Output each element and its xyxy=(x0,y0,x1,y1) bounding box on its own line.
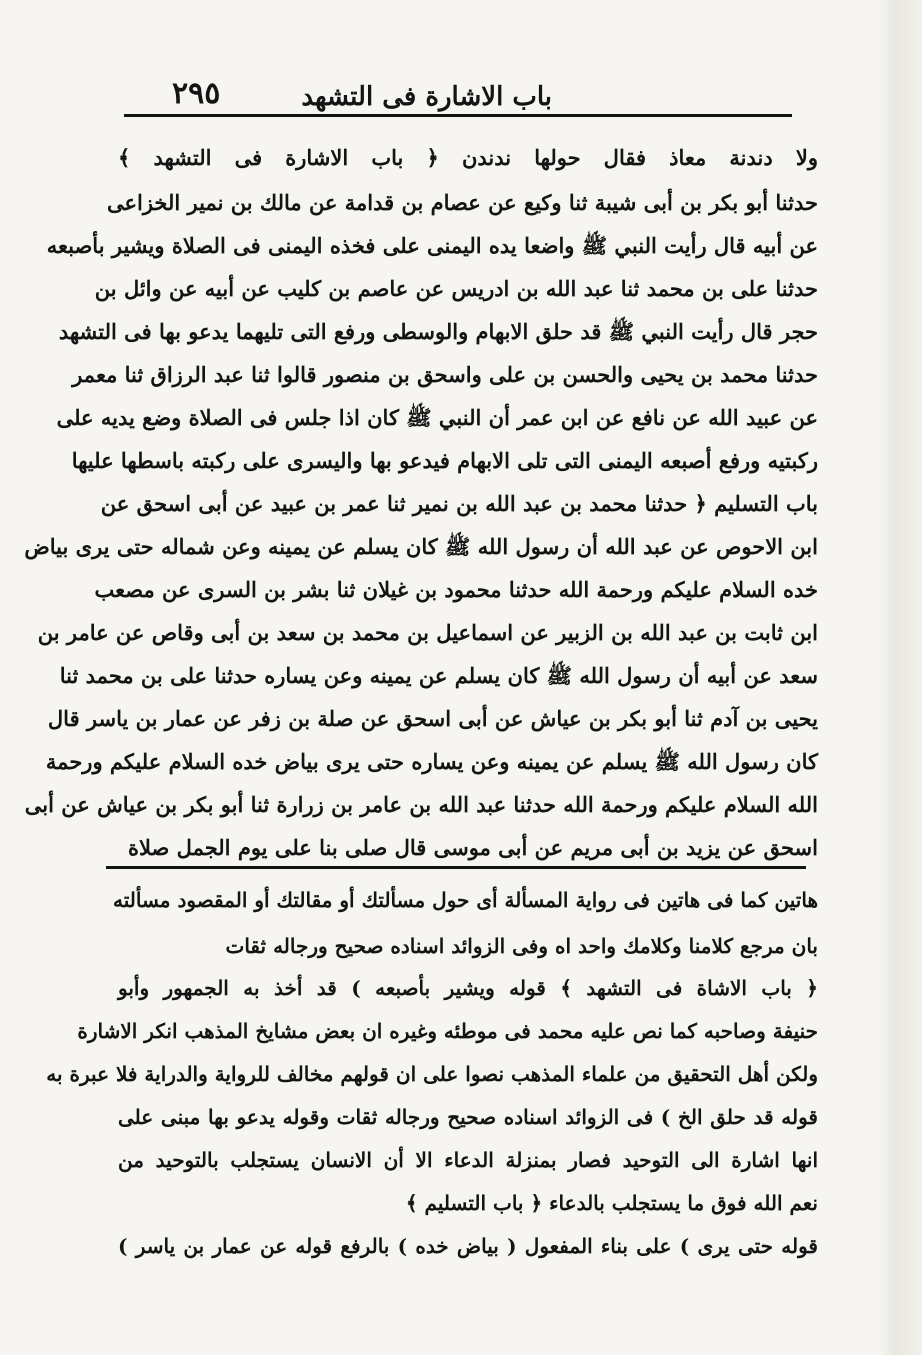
text-line: باب التسليم ﴿ حدثنا محمد بن عبد الله بن نمير ثنا عمر بن عبيد عن أبى اسحق عن xyxy=(100,491,818,516)
header-rule xyxy=(124,114,792,117)
footnote-line: قوله قد حلق الخ ) فى الزوائد اسناده صحيح ورجاله ثقات وقوله يدعو بها مبنى على xyxy=(118,1105,818,1129)
footnote-line: نعم الله فوق ما يستجلب بالدعاء ﴿ باب التسليم ﴾ xyxy=(405,1191,818,1215)
text-line: ابن الاحوص عن عبد الله أن رسول الله ﷺ كان يسلم عن يمينه وعن شماله حتى يرى بياض xyxy=(24,534,818,559)
footnote-line: ﴿ باب الاشاة فى التشهد ﴾ قوله ويشير بأصبعه ) قد أخذ به الجمهور وأبو xyxy=(118,976,818,1000)
page-number: ٢٩٥ xyxy=(172,76,221,111)
footnote-rule xyxy=(106,866,806,869)
footnote-line: ولكن أهل التحقيق من علماء المذهب نصوا على ان قولهم مخالف للرواية والدراية فلا عبرة به xyxy=(46,1062,818,1086)
text-line: كان رسول الله ﷺ يسلم عن يمينه وعن يساره حتى يرى بياض خده السلام عليكم ورحمة xyxy=(45,749,818,774)
text-line: ابن ثابت بن عبد الله بن الزبير عن اسماعيل بن محمد بن سعد بن أبى وقاص عن عامر بن xyxy=(37,620,818,645)
footnote-line: قوله حتى يرى ) على بناء المفعول ( بياض خده ) بالرفع قوله عن عمار بن ياسر ) xyxy=(118,1234,818,1258)
text-line: حدثنا أبو بكر بن أبى شيبة ثنا وكيع عن عصام بن قدامة عن مالك بن نمير الخزاعى xyxy=(106,190,818,215)
text-line: سعد عن أبيه أن رسول الله ﷺ كان يسلم عن يمينه وعن يساره حدثنا على بن محمد ثنا xyxy=(59,663,818,688)
page-edge-shadow xyxy=(878,0,922,1355)
header-title: باب الاشارة فى التشهد xyxy=(301,82,552,112)
text-line: اسحق عن يزيد بن أبى مريم عن أبى موسى قال صلى بنا على يوم الجمل صلاة xyxy=(128,835,818,860)
text-line: عن أبيه قال رأيت النبي ﷺ واضعا يده اليمنى على فخذه اليمنى فى الصلاة ويشير بأصبعه xyxy=(46,233,818,258)
text-line: خده السلام عليكم ورحمة الله حدثنا محمود بن غيلان ثنا بشر بن السرى عن مصعب xyxy=(94,577,818,602)
footnote-line: حنيفة وصاحبه كما نص عليه محمد فى موطئه وغيره ان بعض مشايخ المذهب انكر الاشارة xyxy=(77,1019,818,1043)
text-line: الله السلام عليكم ورحمة الله حدثنا عبد الله بن عامر بن زرارة ثنا أبو بكر بن عياش عن أبى xyxy=(24,792,818,817)
text-line: يحيى بن آدم ثنا أبو بكر بن عياش عن أبى اسحق عن صلة بن زفر عن عمار بن ياسر قال xyxy=(47,706,818,731)
text-line: حجر قال رأيت النبي ﷺ قد حلق الابهام والوسطى ورفع التى تليهما يدعو بها فى التشهد xyxy=(58,319,818,344)
text-line: ركبتيه ورفع أصبعه اليمنى التى تلى الابهام فيدعو بها واليسرى على ركبته باسطها عليها xyxy=(71,448,818,473)
text-line: ولا دندنة معاذ فقال حولها ندندن ﴿ باب الاشارة فى التشهد ﴾ xyxy=(118,145,818,170)
text-line: عن عبيد الله عن نافع عن ابن عمر أن النبي ﷺ كان اذا جلس فى الصلاة وضع يديه على xyxy=(56,405,818,430)
text-line: حدثنا على بن محمد ثنا عبد الله بن ادريس عن عاصم بن كليب عن أبيه عن وائل بن xyxy=(94,276,818,301)
text-line: حدثنا محمد بن يحيى والحسن بن على واسحق بن منصور قالوا ثنا عبد الرزاق ثنا معمر xyxy=(72,362,818,387)
footnote-line: هاتين كما فى هاتين فى رواية المسألة أى حول مسألتك أو مقالتك أو المقصود مسألته xyxy=(113,888,818,912)
footnote-line: بان مرجع كلامنا وكلامك واحد اه وفى الزوائد اسناده صحيح ورجاله ثقات xyxy=(225,934,818,958)
running-header xyxy=(120,78,782,116)
footnote-line: انها اشارة الى التوحيد فصار بمنزلة الدعاء الا أن الانسان يستجلب بالتوحيد من xyxy=(118,1148,818,1172)
